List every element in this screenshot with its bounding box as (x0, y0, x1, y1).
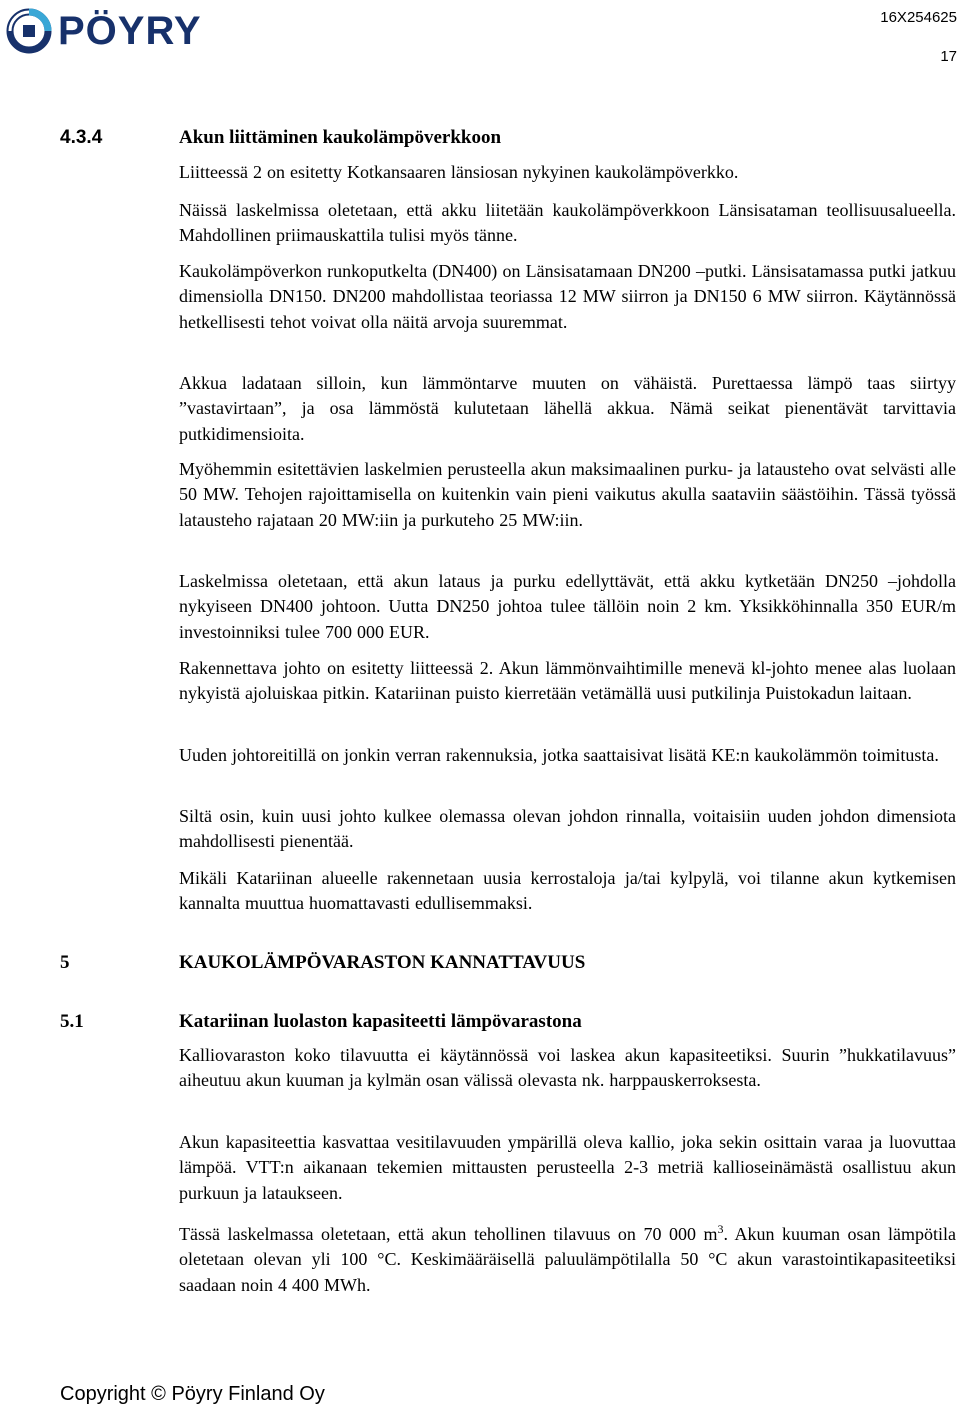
company-logo (6, 8, 202, 54)
section-number: 4.3.4 (60, 127, 103, 148)
paragraph: Myöhemmin esitettävien laskelmien perusteella akun maksimaalinen purku- ja latausteho ovat selvästi alle 50 MW. Tehojen rajoittamisella on kuitenkin vain pieni vaikutus akulla saataviin säästöihin. Tässä työssä latausteho rajataan 20 MW:iin ja purkuteho 25 MW:iin. (179, 459, 956, 530)
paragraph: Akkua ladataan silloin, kun lämmöntarve muuten on vähäistä. Purettaessa lämpö taas siirtyy ”vastavirtaan”, ja osa lämmöstä kulutetaan lähellä akkua. Nämä seikat pienentävät tarvittavia putkidimensioita. (179, 373, 956, 444)
section-number: 5.1 (60, 1011, 84, 1032)
superscript: 3 (717, 1222, 724, 1236)
paragraph-text: Tässä laskelmassa oletetaan, että akun tehollinen tilavuus on 70 000 m (179, 1224, 718, 1244)
section-title: Katariinan luolaston kapasiteetti lämpövarastona (179, 1011, 582, 1032)
section-title: Akun liittäminen kaukolämpöverkkoon (179, 127, 502, 148)
paragraph: Mikäli Katariinan alueelle rakennetaan uusia kerrostaloja ja/tai kylpylä, voi tilanne akun kytkemisen kannalta muuttua huomattavasti edullisemmaksi. (179, 868, 956, 914)
paragraph: Siltä osin, kuin uusi johto kulkee olemassa olevan johdon rinnalla, voitaisiin uuden johdon dimensiota mahdollisesti pienentää. (179, 806, 956, 852)
paragraph: Kalliovaraston koko tilavuutta ei käytännössä voi laskea akun kapasiteetiksi. Suurin ”hukkatilavuus” aiheutuu akun kuuman ja kylmän osan välissä olevasta nk. harppauskerroksesta. (179, 1045, 956, 1091)
paragraph: Laskelmissa oletetaan, että akun lataus ja purku edellyttävät, että akku kytketään DN250 –johdolla nykyiseen DN400 johtoon. Uutta DN250 johtoa tulee tällöin noin 2 km. Yksikköhinnalla 350 EUR/m investoinniksi tulee 700 000 EUR. (179, 571, 956, 642)
paragraph: Akun kapasiteettia kasvattaa vesitilavuuden ympärillä oleva kallio, joka sekin osittain varaa ja luovuttaa lämpöä. VTT:n aikanaan tekemien mittausten perusteella 2-3 metriä kallioseinämästä osallistuu akun purkuun ja lataukseen. (179, 1132, 956, 1203)
paragraph: Uuden johtoreitillä on jonkin verran rakennuksia, jotka saattaisivat lisätä KE:n kaukolämmön toimitusta. (179, 745, 939, 765)
paragraph: Näissä laskelmissa oletetaan, että akku liitetään kaukolämpöverkkoon Länsisataman teollisuusalueella. Mahdollinen priimauskattila tulisi myös tänne. (179, 200, 956, 246)
paragraph: Kaukolämpöverkon runkoputkelta (DN400) on Länsisatamaan DN200 –putki. Länsisatamassa putki jatkuu dimensiolla DN150. DN200 mahdollistaa teoriassa 12 MW siirron ja DN150 6 MW siirron. Käytännössä hetkellisesti tehot voivat olla näitä arvoja suuremmat. (179, 261, 956, 332)
paragraph (179, 1217, 956, 1298)
document-id: 16X254625 (880, 9, 957, 26)
poyry-logo-icon (6, 8, 52, 54)
page-number: 17 (940, 48, 957, 65)
paragraph-text: . Akun kuuman osan lämpötila oletetaan olevan yli 100 °C. Keskimääräisellä paluulämpötilalla 50 °C akun varastointikapasiteetiksi saadaan noin 4 400 MWh. (179, 1224, 956, 1295)
paragraph: Rakennettava johto on esitetty liitteessä 2. Akun lämmönvaihtimille menevä kl-johto menee alas luolaan nykyistä ajoluiskaa pitkin. Katariinan puisto kierretään vetämällä uusi putkilinja Puistokadun laitaan. (179, 658, 956, 704)
paragraph: Liitteessä 2 on esitetty Kotkansaaren länsiosan nykyinen kaukolämpöverkko. (179, 162, 739, 182)
logo-wordmark: PÖYRY (58, 9, 202, 53)
section-number: 5 (60, 952, 70, 973)
footer-copyright: Copyright © Pöyry Finland Oy (60, 1383, 325, 1405)
section-title: KAUKOLÄMPÖVARASTON KANNATTAVUUS (179, 952, 586, 973)
